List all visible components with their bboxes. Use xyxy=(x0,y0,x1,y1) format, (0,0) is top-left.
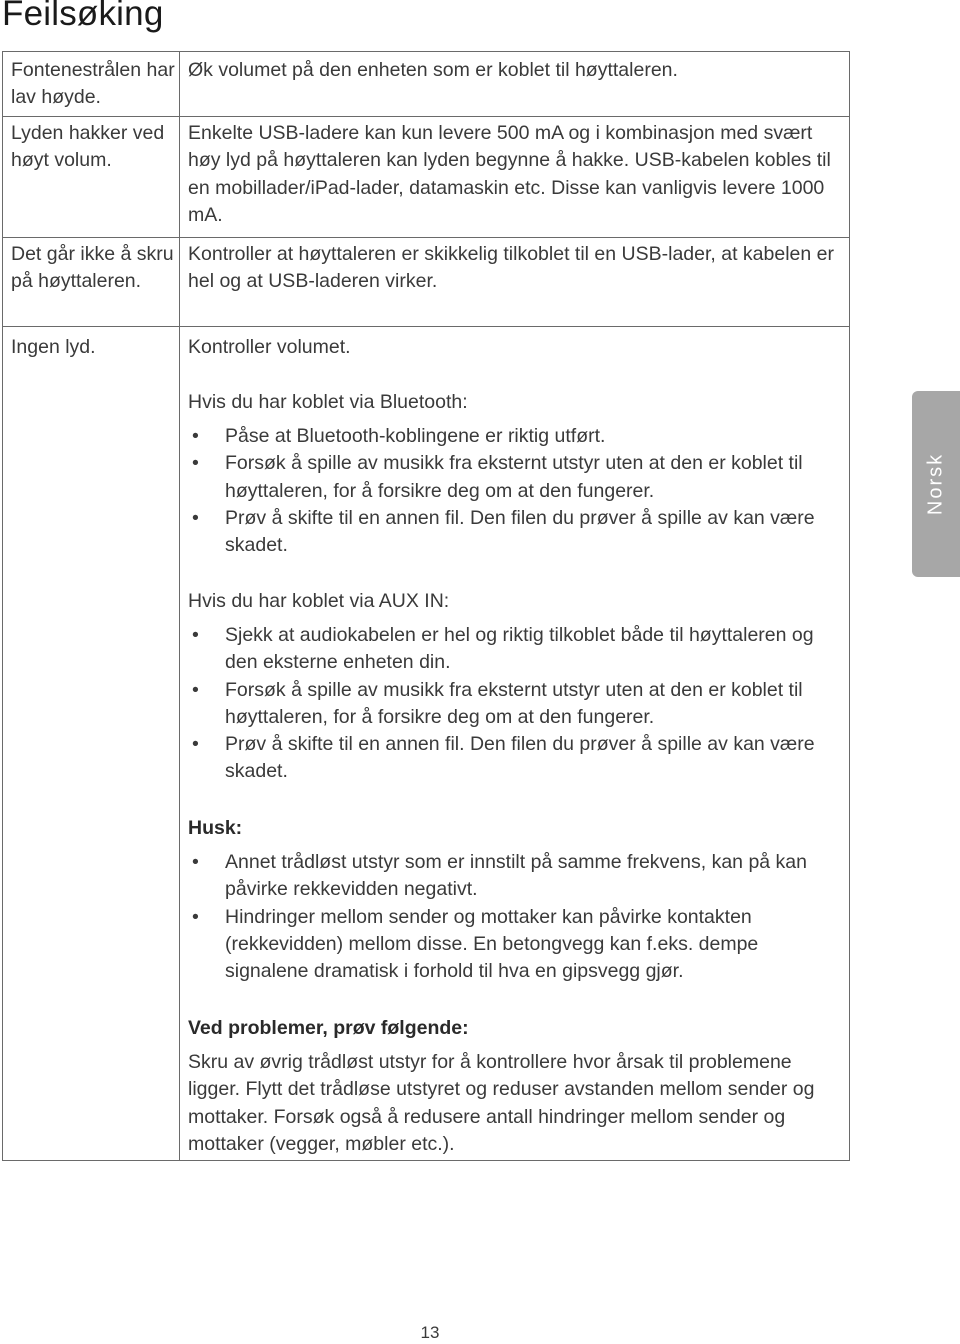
bullet-icon: • xyxy=(192,624,199,646)
bullet-icon: • xyxy=(192,506,199,529)
problem-cell: Fontenestrålen har lav høyde. xyxy=(11,59,175,109)
problems-text: Skru av øvrig trådløst utstyr for å kontrollere hvor årsak til problemene ligger. Flytt det trådløse utstyret og reduser avstanden mellom sender og mottaker. Forsøk også å redusere antall hindringer mellom sender og mottaker (vegger, møbler etc.). xyxy=(188,1051,815,1155)
problem-cell: Det går ikke å skru på høyttaleren. xyxy=(11,243,174,293)
aux-list xyxy=(188,622,844,786)
bullet-icon: • xyxy=(192,851,199,873)
list-item: • Prøv å skifte til en annen fil. Den filen du prøver å spille av kan være skadet. xyxy=(192,733,815,783)
solution-cell: Øk volumet på den enheten som er koblet til høyttaleren. xyxy=(188,59,678,81)
list-item: • Hindringer mellom sender og mottaker kan påvirke kontakten (rekkevidden) mellom disse. En betongvegg kan f.eks. dempe signalene dramatisk i forhold til hva en gipsvegg gjør. xyxy=(192,905,759,983)
aux-heading: Hvis du har koblet via AUX IN: xyxy=(188,590,450,612)
bluetooth-list xyxy=(188,423,844,559)
problems-heading: Ved problemer, prøv følgende: xyxy=(188,1017,469,1039)
problem-cell: Lyden hakker ved høyt volum. xyxy=(11,122,165,172)
list-item: • Annet trådløst utstyr som er innstilt på samme frekvens, kan på kan påvirke rekkevidden negativt. xyxy=(192,851,807,901)
list-item: • Sjekk at audiokabelen er hel og riktig tilkoblet både til høyttaleren og den eksterne enheten din. xyxy=(192,624,814,674)
bullet-icon: • xyxy=(192,905,199,928)
language-tab xyxy=(912,391,960,577)
solution-cell: Kontroller volumet. xyxy=(188,336,351,358)
list-item: • Forsøk å spille av musikk fra eksternt utstyr uten at den er koblet til høyttaleren, for å forsikre deg om at den fungerer. xyxy=(192,452,803,502)
bullet-icon: • xyxy=(192,733,199,756)
row-divider xyxy=(3,237,849,238)
list-item: • Påse at Bluetooth-koblingene er riktig utført. xyxy=(188,423,844,450)
list-item: • Forsøk å spille av musikk fra eksternt utstyr uten at den er koblet til høyttaleren, for å forsikre deg om at den fungerer. xyxy=(192,678,803,728)
bluetooth-heading: Hvis du har koblet via Bluetooth: xyxy=(188,391,468,413)
page-number: 13 xyxy=(420,1323,440,1342)
solution-cell: Kontroller at høyttaleren er skikkelig tilkoblet til en USB-lader, at kabelen er hel og at USB-laderen virker. xyxy=(188,243,834,293)
row-divider xyxy=(3,326,849,327)
problem-cell: Ingen lyd. xyxy=(11,336,96,358)
solution-cell: Enkelte USB-ladere kan kun levere 500 mA og i kombinasjon med svært høy lyd på høyttaleren kan lyden begynne å hakke. USB-kabelen kobles til en mobillader/iPad-lader, datamaskin etc. Disse kan vanligvis levere 1000 mA. xyxy=(188,122,831,226)
column-divider xyxy=(179,52,180,1160)
remember-list xyxy=(188,849,844,985)
list-item: • Prøv å skifte til en annen fil. Den filen du prøver å spille av kan være skadet. xyxy=(192,506,815,557)
bullet-icon: • xyxy=(192,452,199,475)
troubleshooting-table xyxy=(2,51,850,1161)
language-tab-label: Norsk xyxy=(924,452,947,516)
page-title: Feilsøking xyxy=(2,0,164,33)
bullet-icon: • xyxy=(192,678,199,701)
remember-heading: Husk: xyxy=(188,817,243,839)
bullet-icon: • xyxy=(192,425,199,447)
row-divider xyxy=(3,116,849,117)
